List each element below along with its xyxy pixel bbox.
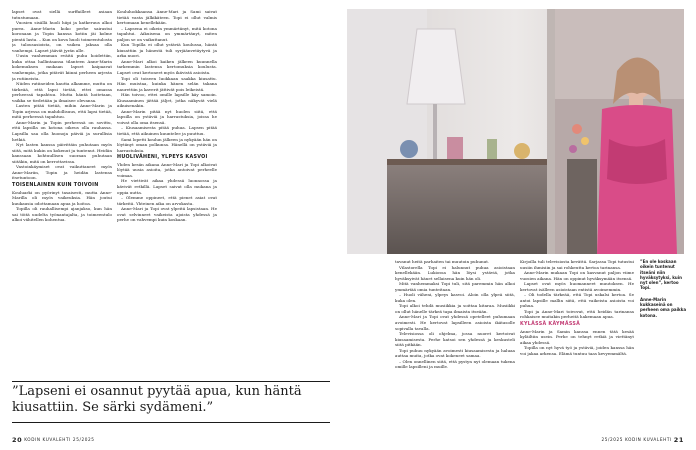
left-footer (12, 436, 95, 444)
left-column-3 (222, 9, 328, 379)
paragraph: Hän toivoo, ettei omille lapsille käy samoin. Kiusaaminen jättää jäljet, jotka näkyvät vielä aikuisenakin. (117, 92, 217, 109)
photo-illustration (347, 9, 684, 254)
paragraph: Nyt lasten kanssa päivittäin puhutaan myös siitä, mitä kukin on kokenut ja tuntenut. Heidän kanssaan kohtuullisen suoraan puhutaan siitäkin, mitä on kerrottavissa. (12, 142, 112, 164)
paragraph: Anne-Marin ja Topin perheessä on sovittu, että lapsilla on kotona oikeus olla rauhassa. Lapsilla saa olla huonoja päiviä ja surullisia hetkiä. (12, 119, 112, 142)
paragraph: – Huoli väheni, ylpeys kasvoi. Aloin olla ylpeä siitä, kuka olen. (395, 292, 515, 303)
paragraph: lapset ovat siellä surffailleet asiaan tutustumaan. (12, 9, 112, 20)
section-heading: HUOLIVÄHENI, YLPEYS KASVOI (117, 155, 208, 161)
caption-1: ”En ole koskaan oikein tuntenut itseäni niin hyväksytyksi, kuin nyt olen”, kertoo Topi. (640, 259, 682, 291)
photo-lamp-and-woman (347, 9, 684, 254)
left-column-2 (117, 9, 217, 379)
paragraph: Vuosien sisällä huoli hiipi ja katkeruus alkoi purra. Anne-Marin koko perhe sairastui koronaan ja Topin kanssa kotiin jäi kolme pientä lasta. – Kun on kova huoli toimeentulosta ja talousasioista, on vaikea jaksaa olla vanhempi. Lapset jäävät jyrän alle. (12, 20, 112, 53)
paragraph: Lasten pitää tietää, mihin Anne-Marin ja Topin arjessa on mahdollisuus, että lapsi tietää, mitä perheessä tapahtuu. (12, 103, 112, 120)
paragraph: Niiden rutiineiden kautta alkamme, mutta on tärkeää, että lapsi tietää, ettei omassa perheessä tapahtuu. Mutta häntä hoitetaan, vaikka se tiedetään ja ilmaisee olevansa. (12, 81, 112, 103)
paragraph: Uusin vanhemman eväitä puhu hoidettiin, kuka ottaa hallintaansa tilanteen Anne-Marin kokemuksen mukaan lapset kaipaavat vanhempia, jotka pitävät kiinni perheen arjesta ja rutiineista. (12, 53, 112, 81)
paragraph: – Lapsena ei oikein ymmärtänyt, mitä kotona tapahtui. Aikuisena on ymmärtänyt, miten paljon se on vaikuttanut. (117, 25, 217, 42)
paragraph: Topi ja Anne-Mari toivovat, että heidän tarinansa rohkaisee muitakin perheitä hakemaan apua. (520, 308, 634, 320)
paragraph: He viettivät aikaa yhdessä luonnossa ja kävivät retkillä. Lapset saivat olla mukana ja oppia uutta. (117, 178, 217, 195)
paragraph: Sami lopetti koulun jälkeen ja nykyään hän on löytänyt oman polkunsa. Hänellä on ystäviä ja harrastuksia. (117, 136, 217, 153)
paragraph: Kirjoilla tuli televisiosta kevättä. Sarjassa Topi tutustui uusiin ihmisiin ja sai rohkeutta kertoa tarinansa. (520, 259, 634, 270)
paragraph: Vilastorella Topi ei halunnut puhua asioistaan kenellekään. Lukiossa hän löysi ystäviä, jotka hyväksyivät hänet sellaisena kuin hän oli. (395, 264, 515, 281)
page-number: 21 (673, 436, 684, 444)
paragraph: tavanut heitä parhaiten tai muutoin puhunut. (395, 259, 490, 264)
paragraph: Topi puhuu nykyään avoimesti kiusaamisesta ja haluaa auttaa muita, jotka ovat kokeneet samaa. (395, 347, 515, 359)
paragraph: Topilla oli rauhallisempi ajanjakso, kun hän sai töitä uudelta työnantajalta, ja toimeentulo alkoi vähitellen kohentua. (12, 206, 112, 223)
right-column-2 (520, 259, 634, 429)
footer-text: 25/2025 KODIN KUVALEHTI (601, 437, 672, 442)
paragraph: Anne-Mari alkoi kaiken jälkeen kuunnella tarkemmin lastensa kertomuksia koulusta. Lapset ovat kertoneet myös ikävistä asioista. (117, 58, 217, 76)
quote-rule-top (12, 381, 330, 382)
paragraph: Kun Topilla ei ollut ystäviä koulussa, häntä kiusattiin ja hänestä tuli syrjäänvetäytyvä ja arka nuori. (117, 42, 217, 59)
footer-text: KODIN KUVALEHTI 25/2025 (24, 437, 95, 442)
paragraph: Yhden kesän aikana Anne-Mari ja Topi alkoivat löytää uusia asioita, jotka antoivat perheelle voimaa. (117, 161, 217, 178)
paragraph: Anne-Marin mukaan Topi on kasvanut paljon viime vuosien aikana. Hän on oppinut hyväksymään itsensä. (520, 270, 634, 281)
paragraph: Anne-Mari ja Topi ovat yhdessä opetelleet puhumaan avoimesti. He kertovat lapsilleen asioista ikätasolle sopivalla tavalla. (395, 314, 515, 331)
paragraph: Topi oli toiseen luokkaan saakka kiusattu. Hän muistaa, kuinka hänen selän takana naurettiin ja kaverit jättivät pois leikeistä. (117, 75, 217, 92)
paragraph: – Kiusaamisesta pitää puhua. Lapsen pitää tietää, että aikuinen kuuntelee ja puuttuu. (117, 125, 217, 137)
paragraph: Topi alkoi tehdä musiikkia ja soittaa kitaraa. Musiikki on ollut hänelle tärkeä tapa ilmaista itseään. (395, 303, 515, 314)
paragraph: – Oli todella tärkeää, että Topi uskalsi kertoa. Se antoi lapsille mallin siitä, että vaikeista asioista voi puhua. (520, 292, 634, 309)
paragraph: Kouluarki on pyörinyt tasaisesti, mutta Anne-Marilla oli myös vaikeuksia. Hän joutui kuukausia odottamaan apua ja hoitoa. (12, 189, 112, 206)
right-column-1 (395, 259, 515, 429)
right-footer (601, 436, 684, 444)
caption-2: Anne-Marin kukkaseinä on perheen oma paikka kotona. (640, 296, 687, 318)
left-column-1 (12, 9, 112, 379)
quote-rule-bottom (12, 422, 330, 423)
page-number: 20 (12, 436, 23, 444)
paragraph: Anne-Marin pitää nyt huolen siitä, että lapsilla on ystäviä ja harrastuksia, joissa he voivat olla oma itsensä. (117, 108, 217, 125)
pull-quote: ”Lapseni ei osannut pyytää apua, kun häntä kiusattiin. Se särki sydämeni.” (12, 384, 302, 415)
paragraph: Anne-Marin ja Samin kanssa ennen tätä kesää kyläiltiin usein. Perhe on tehnyt retkiä ja viettänyt aikaa yhdessä. (520, 328, 634, 345)
paragraph: Mitä vanhemmaksi Topi tuli, sitä paremmin hän alkoi ymmärtää omia tunteitaan. (395, 281, 515, 292)
paragraph: Topilla on nyt hyvä työ ja ystäviä, joiden kanssa hän voi jakaa arkensa. Elämä tuntuu taas kevyemmältä. (520, 345, 634, 356)
paragraph: – Olemme oppineet, että pienet asiat ovat tärkeitä. Yhteinen aika on arvokasta. (117, 195, 217, 206)
paragraph: – Olen onnellinen siitä, että pystyn nyt olemaan tukena omille lapsilleni ja muille. (395, 358, 515, 370)
paragraph: Vastoinkäymiset ovat vaikuttaneet myös Anne-Mariin, Topin ja heidän lastensa itsetuntoon. (12, 164, 112, 181)
paragraph: Televisiossa oli ohjelma, jossa nuoret kertoivat kiusaamisesta. Perhe katsoi sen yhdessä ja keskusteli siitä pitkään. (395, 331, 515, 348)
paragraph: Lapset ovat myös huomanneet muutoksen. He kertovat isälleen asioistaan entistä avoimemmin. (520, 281, 634, 292)
section-heading: KYLÄSSÄ KÄYMÄSSÄ (520, 322, 581, 328)
section-heading: TOISENLAINEN KUIN TOIVOIN (12, 182, 99, 188)
photo-captions (640, 259, 688, 324)
paragraph: Koululuokkaansa Anne-Mari ja Sami saivat tietää vasta jälkikäteen. Topi ei ollut valmis kertomaan kenellekään. (117, 9, 217, 26)
paragraph: Anne-Mari ja Topi ovat ylpeitä lapsistaan. He ovat selvinneet vaikeista ajoista yhdessä ja perhe on vahvempi kuin koskaan. (117, 206, 217, 223)
